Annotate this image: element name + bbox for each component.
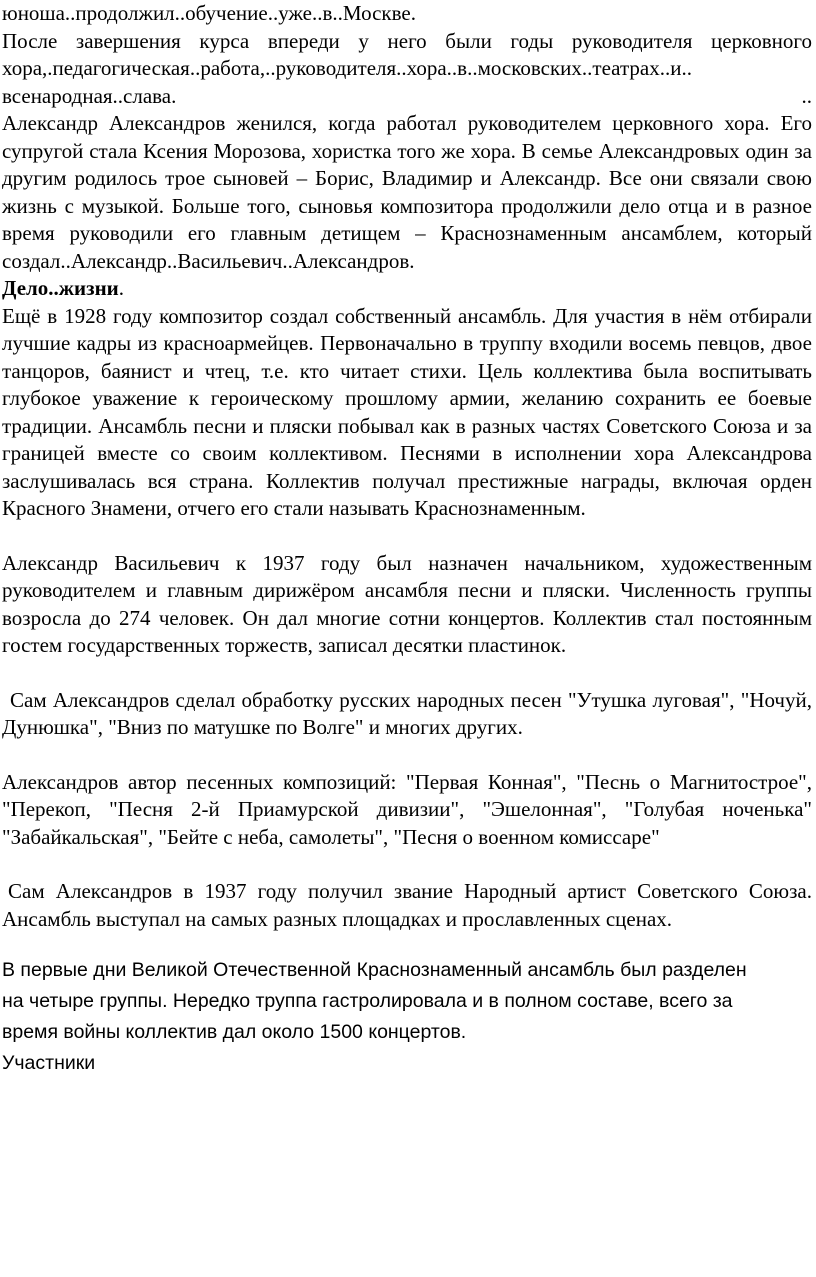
paragraph-folk-songs: Сам Александров сделал обработку русских народных песен "Утушка луговая", "Ночуй, Дунюшка", "Вниз по матушке по Волге" и многих других. [2,687,812,739]
heading-period: . [118,276,125,300]
spacer [2,742,812,769]
sans-section [2,955,812,1079]
paragraph-course-text: После завершения курса впереди у него были годы руководителя церковного хора,.педагогическая..работа,..руководителя..хора..в..московских..театрах..и.. всенародная..слава. [2,28,812,108]
paragraph-course [2,28,812,111]
paragraph-family: Александр Александров женился, когда работал руководителем церковного хора. Его супругой стала Ксения Морозова, хористка того же хора. В семье Александровых один за другим родилось трое сыновей – Борис, Владимир и Александр. Все они связали свою жизнь с музыкой. Больше того, сыновья композитора продолжили дело отца и в разное время руководили его главным детищем – Краснознаменным ансамблем, который создал..Александр..Васильевич..Александров. [2,111,812,273]
line-top: юноша..продолжил..обучение..уже..в..Москве. [2,1,416,25]
paragraph-peoples-artist: Сам Александров в 1937 году получил звание Народный артист Советского Союза. Ансамбль выступал на самых разных площадках и прославленных сценах. [2,879,812,931]
dots-marker: .. [801,83,812,108]
heading-life-work-text: Дело..жизни [2,276,119,300]
paragraph-war: В первые дни Великой Отечественной Краснознаменный ансамбль был разделен на четыре группы. Нередко труппа гастролировала и в полном составе, всего за время войны коллектив дал около 1500 концертов. [2,959,747,1043]
spacer [2,851,812,878]
heading-members: Участники [2,1052,96,1074]
paragraph-1928: Ещё в 1928 году композитор создал собственный ансамбль. Для участия в нём отбирали лучшие кадры из красноармейцев. Первоначально в труппу входили восемь певцов, двое танцоров, баянист и чтец, т.е. кто читает стихи. Цель коллектива была воспитывать глубокое уважение к героическому прошлому армии, желанию сохранить ее боевые традиции. Ансамбль песни и пляски побывал как в разных частях Советского Союза и за границей вместе со своим коллективом. Песнями в исполнении хора Александрова заслушивалась вся страна. Коллектив получал престижные награды, включая орден Красного Знамени, отчего его стали называть Краснознаменным. [2,303,812,520]
paragraph-1937-appointment: Александр Васильевич к 1937 году был назначен начальником, художественным руководителем и главным дирижёром ансамбля песни и пляски. Численность группы возросла до 274 человек. Он дал многие сотни концертов. Коллектив стал постоянным гостем государственных торжеств, записал десятки пластинок. [2,550,812,657]
heading-life-work [2,275,812,303]
paragraph-compositions: Александров автор песенных композиций: "Первая Конная", "Песнь о Магнитострое", "Перекоп, "Песня 2-й Приамурской дивизии", "Эшелонная", "Голубая ноченька" "Забайкальская", "Бейте с неба, самолеты", "Песня о военном комиссаре" [2,769,812,849]
spacer [2,933,812,955]
spacer [2,660,812,687]
serif-section [2,0,812,933]
spacer [2,523,812,550]
